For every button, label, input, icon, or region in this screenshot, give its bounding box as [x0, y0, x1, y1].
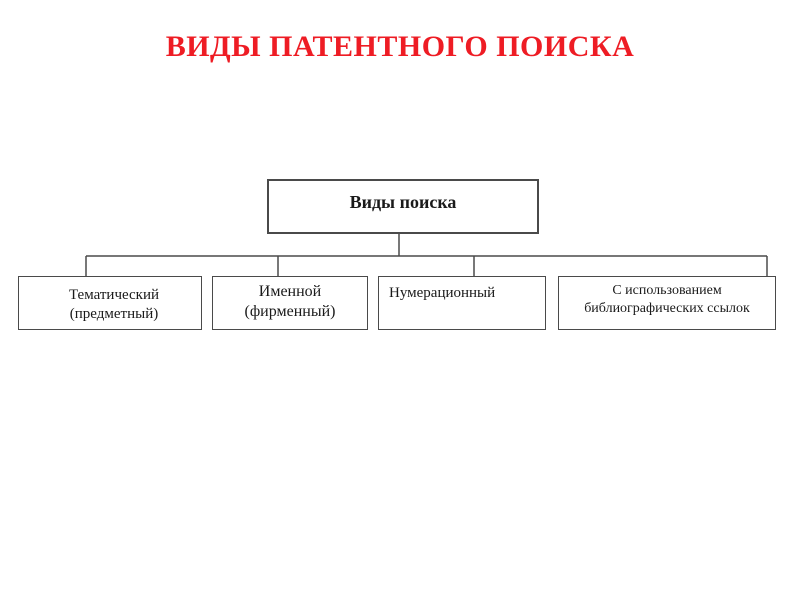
child-node-named-line-2: (фирменный) — [244, 303, 336, 320]
slide-title: ВИДЫ ПАТЕНТНОГО ПОИСКА — [165, 30, 635, 63]
root-node — [267, 179, 539, 234]
child-node-thematic — [18, 276, 202, 330]
child-node-numerical — [378, 276, 546, 330]
child-node-thematic-line-1: Тематический — [68, 287, 160, 303]
child-node-bibliographic — [558, 276, 776, 330]
child-node-thematic-line-2: (предметный) — [69, 305, 159, 322]
child-node-numerical-line-1: Нумерационный — [389, 285, 496, 301]
root-node-label: Виды поиска — [349, 192, 457, 212]
child-node-bibliographic-line-2: библиографических ссылок — [584, 300, 750, 316]
child-node-named-line-1: Именной — [258, 283, 322, 300]
child-node-named — [212, 276, 368, 330]
child-node-bibliographic-line-1: С использованием — [612, 283, 722, 298]
